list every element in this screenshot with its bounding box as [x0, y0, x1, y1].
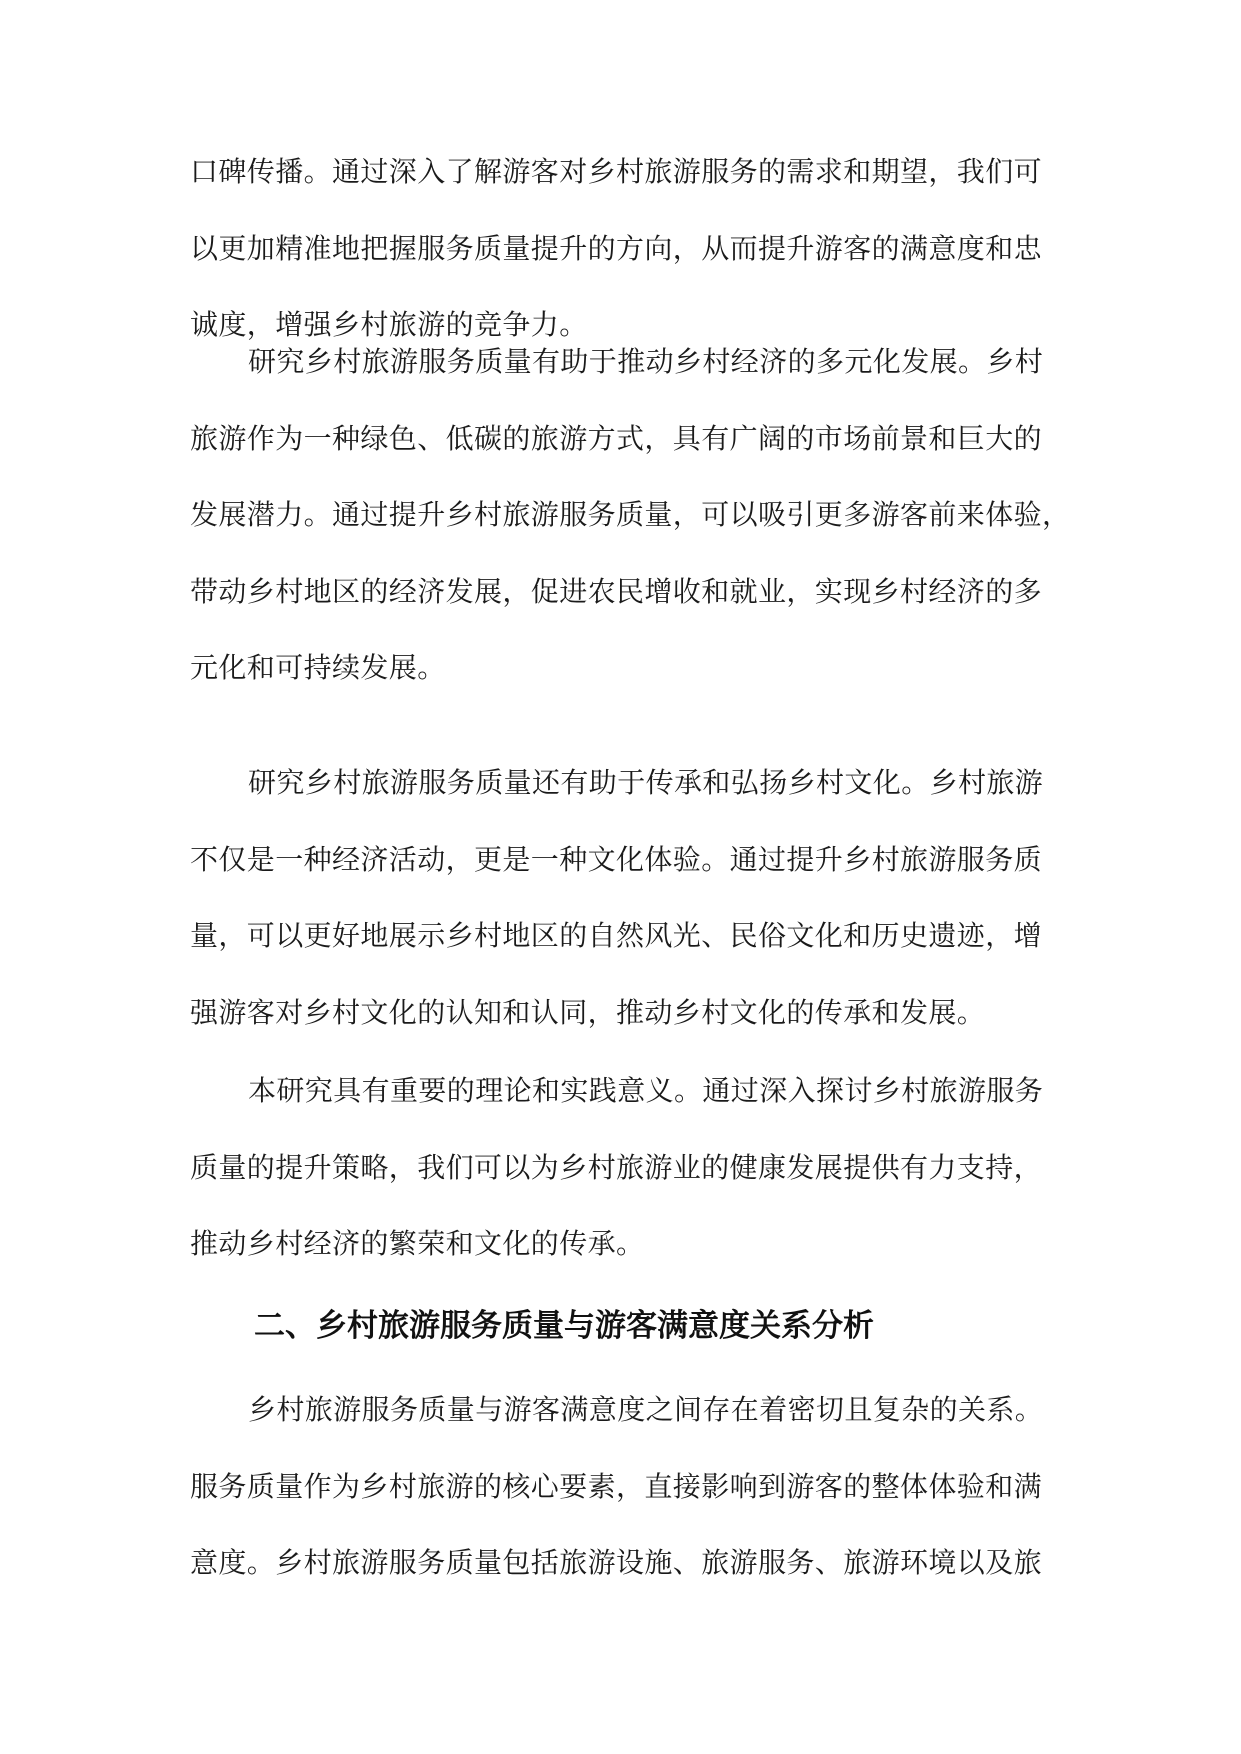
- text-line: 强游客对乡村文化的认知和认同，推动乡村文化的传承和发展。: [190, 995, 986, 1029]
- paragraph-significance: [190, 1053, 1050, 1283]
- text-line: 本研究具有重要的理论和实践意义。通过深入探讨乡村旅游服务: [248, 1074, 1044, 1107]
- section-heading: 二、乡村旅游服务质量与游客满意度关系分析: [254, 1308, 874, 1344]
- text-line: 量，可以更好地展示乡村地区的自然风光、民俗文化和历史遗迹，增: [190, 919, 1043, 952]
- text-line: 以更加精准地把握服务质量提升的方向，从而提升游客的满意度和忠: [190, 231, 1043, 265]
- text-line: 研究乡村旅游服务质量还有助于传承和弘扬乡村文化。乡村旅游: [248, 766, 1044, 799]
- text-line: 口碑传播。通过深入了解游客对乡村旅游服务的需求和期望，我们可: [190, 155, 1043, 188]
- text-line: 旅游作为一种绿色、低碳的旅游方式，具有广阔的市场前景和巨大的: [190, 421, 1043, 455]
- text-line: 质量的提升策略，我们可以为乡村旅游业的健康发展提供有力支持，: [190, 1150, 1043, 1184]
- text-line: 推动乡村经济的繁荣和文化的传承。: [190, 1227, 645, 1260]
- text-line: 带动乡村地区的经济发展，促进农民增收和就业，实现乡村经济的多: [190, 574, 1043, 608]
- text-line: 不仅是一种经济活动，更是一种文化体验。通过提升乡村旅游服务质: [190, 842, 1043, 876]
- text-line: 发展潜力。通过提升乡村旅游服务质量，可以吸引更多游客前来体验，: [190, 498, 1071, 531]
- text-line: 研究乡村旅游服务质量有助于推动乡村经济的多元化发展。乡村: [248, 345, 1044, 378]
- paragraph-economy: [190, 324, 1071, 707]
- paragraph-relationship: [190, 1372, 1050, 1602]
- paragraph-culture: [190, 745, 1050, 1051]
- text-line: 诚度，增强乡村旅游的竞争力。: [190, 308, 588, 341]
- text-line: 意度。乡村旅游服务质量包括旅游设施、旅游服务、旅游环境以及旅: [190, 1546, 1043, 1579]
- text-line: 乡村旅游服务质量与游客满意度之间存在着密切且复杂的关系。: [248, 1393, 1044, 1426]
- text-line: 元化和可持续发展。: [190, 651, 446, 684]
- text-line: 服务质量作为乡村旅游的核心要素，直接影响到游客的整体体验和满: [190, 1469, 1043, 1503]
